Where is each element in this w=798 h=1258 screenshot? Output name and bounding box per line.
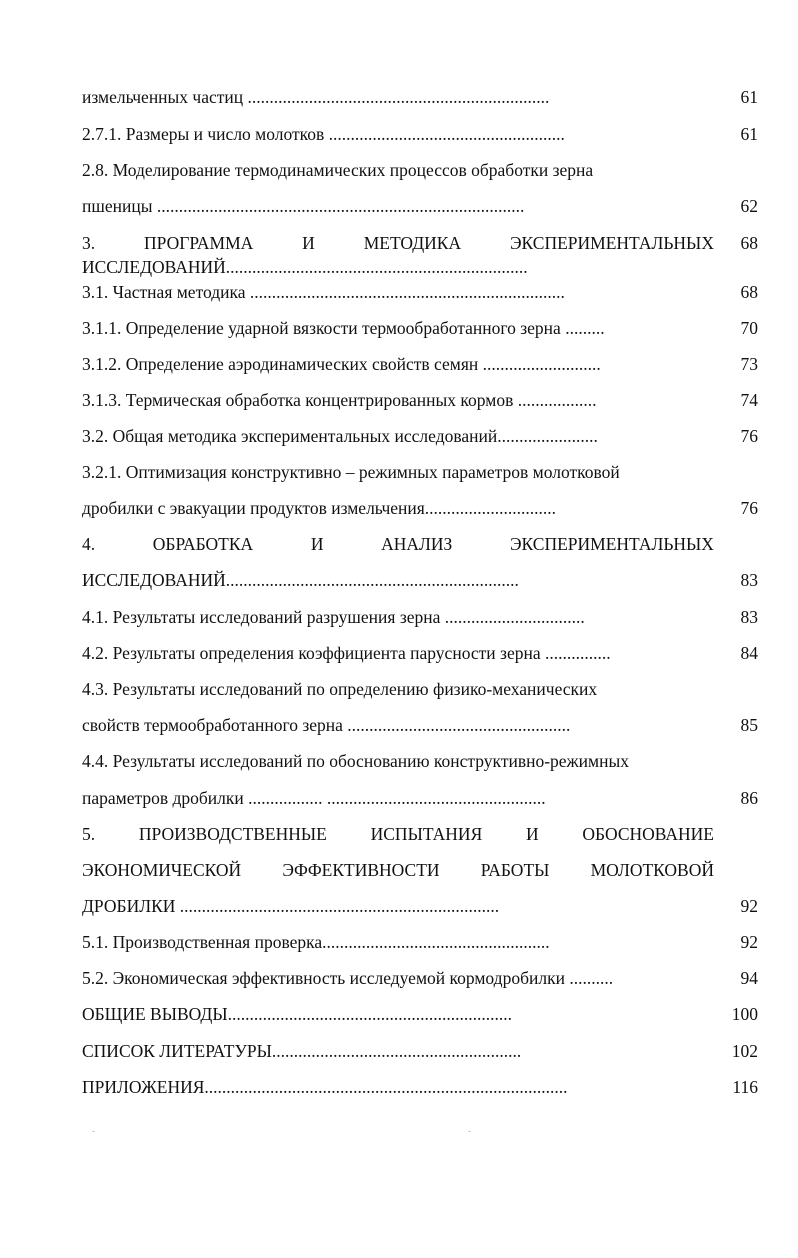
toc-entry-text: 2.7.1. Размеры и число молотков ...................................................... bbox=[82, 124, 565, 144]
toc-page-number: 102 bbox=[731, 1041, 758, 1061]
toc-chapter-heading bbox=[82, 859, 714, 881]
toc-entry-text: 5.1. Производственная проверка.................................................... bbox=[82, 932, 550, 952]
toc-entry-text: свойств термообработанного зерна ................................................... bbox=[82, 715, 571, 735]
toc-page-number: 61 bbox=[740, 87, 758, 107]
heading-word: ОБРАБОТКА bbox=[152, 534, 254, 554]
toc-chapter-heading bbox=[82, 533, 714, 555]
toc-entry-text: 3.1. Частная методика ........................................................................ bbox=[82, 282, 565, 302]
toc-entry-text: 2.8. Моделирование термодинамических процессов обработки зерна bbox=[82, 160, 594, 180]
toc-page-number: 116 bbox=[732, 1077, 758, 1097]
toc-page-number: 68 bbox=[740, 282, 758, 302]
toc-chapter-heading bbox=[82, 823, 714, 845]
toc-entry-text: ПРИЛОЖЕНИЯ................................................................................... bbox=[82, 1077, 568, 1097]
heading-word: ЭКСПЕРИМЕНТАЛЬНЫХ bbox=[510, 233, 714, 253]
toc-page-number: 76 bbox=[740, 426, 758, 446]
heading-word: И bbox=[302, 233, 315, 253]
toc-entry-text: ИССЛЕДОВАНИЙ................................................................... bbox=[82, 570, 519, 590]
toc-page-number: 73 bbox=[740, 354, 758, 374]
toc-entry-text: 3.2.1. Оптимизация конструктивно – режимных параметров молотковой bbox=[82, 462, 620, 482]
toc-page-number: 76 bbox=[740, 498, 758, 518]
toc-entry-text: СПИСОК ЛИТЕРАТУРЫ......................................................... bbox=[82, 1041, 522, 1061]
toc-entry-text: 3.1.3. Термическая обработка концентрированных кормов .................. bbox=[82, 390, 597, 410]
toc-page-number: 94 bbox=[740, 968, 758, 988]
toc-page-number: 92 bbox=[740, 896, 758, 916]
heading-word: МЕТОДИКА bbox=[363, 233, 462, 253]
heading-word: И bbox=[526, 824, 539, 844]
heading-word: ЭКСПЕРИМЕНТАЛЬНЫХ bbox=[509, 534, 714, 554]
toc-entry-text: 4.2. Результаты определения коэффициента парусности зерна ............... bbox=[82, 643, 611, 663]
toc-entry-text: 4.1. Результаты исследований разрушения зерна ................................ bbox=[82, 607, 585, 627]
heading-word: МОЛОТКОВОЙ bbox=[590, 860, 714, 880]
toc-page-number: 68 bbox=[740, 233, 758, 253]
toc-page-number: 74 bbox=[740, 390, 758, 410]
toc-entry-text: пшеницы .................................................................................... bbox=[82, 196, 525, 216]
toc-page-number: 61 bbox=[740, 124, 758, 144]
toc-page-number: 83 bbox=[740, 570, 758, 590]
heading-word: ПРОГРАММА bbox=[144, 233, 254, 253]
toc-page-number: 83 bbox=[740, 607, 758, 627]
toc-entry-text: ИССЛЕДОВАНИЙ..................................................................... bbox=[82, 257, 528, 277]
toc-page-number: 85 bbox=[740, 715, 758, 735]
toc-entry-text: 3.1.2. Определение аэродинамических свойств семян ........................... bbox=[82, 354, 601, 374]
heading-word: АНАЛИЗ bbox=[381, 534, 453, 554]
toc-chapter-heading bbox=[82, 232, 714, 254]
heading-word: 5. bbox=[82, 824, 96, 844]
toc-entry-text: 3.1.1. Определение ударной вязкости термообработанного зерна ......... bbox=[82, 318, 605, 338]
toc-entry-text: параметров дробилки ................. .................................................. bbox=[82, 788, 546, 808]
scan-mark bbox=[468, 1131, 471, 1132]
toc-entry-text: ОБЩИЕ ВЫВОДЫ................................................................. bbox=[82, 1004, 512, 1024]
heading-word: ПРОИЗВОДСТВЕННЫЕ bbox=[138, 824, 327, 844]
toc-entry-text: 4.4. Результаты исследований по обоснованию конструктивно-режимных bbox=[82, 751, 629, 771]
toc-page-number: 86 bbox=[740, 788, 758, 808]
scan-mark bbox=[92, 1131, 95, 1132]
toc-entry-text: 3.2. Общая методика экспериментальных исследований....................... bbox=[82, 426, 598, 446]
heading-word: ЭФФЕКТИВНОСТИ bbox=[282, 860, 440, 880]
toc-entry-text: ДРОБИЛКИ ......................................................................... bbox=[82, 896, 500, 916]
heading-word: 4. bbox=[82, 534, 96, 554]
toc-page-number: 100 bbox=[731, 1004, 758, 1024]
heading-word: ИСПЫТАНИЯ bbox=[370, 824, 483, 844]
toc-entry-text: измельченных частиц ..................................................................... bbox=[82, 87, 550, 107]
heading-word: ЭКОНОМИЧЕСКОЙ bbox=[82, 860, 242, 880]
toc-page-number: 84 bbox=[740, 643, 758, 663]
toc-entry-text: 5.2. Экономическая эффективность исследуемой кормодробилки .......... bbox=[82, 968, 614, 988]
heading-word: РАБОТЫ bbox=[480, 860, 550, 880]
heading-word: 3. bbox=[82, 233, 96, 253]
heading-word: И bbox=[310, 534, 324, 554]
toc-entry-text: 4.3. Результаты исследований по определению физико-механических bbox=[82, 679, 598, 699]
toc-page-number: 62 bbox=[740, 196, 758, 216]
toc-entry-text: дробилки с эвакуации продуктов измельчения.............................. bbox=[82, 498, 557, 518]
toc-page-number: 70 bbox=[740, 318, 758, 338]
heading-word: ОБОСНОВАНИЕ bbox=[582, 824, 714, 844]
toc-page-number: 92 bbox=[740, 932, 758, 952]
